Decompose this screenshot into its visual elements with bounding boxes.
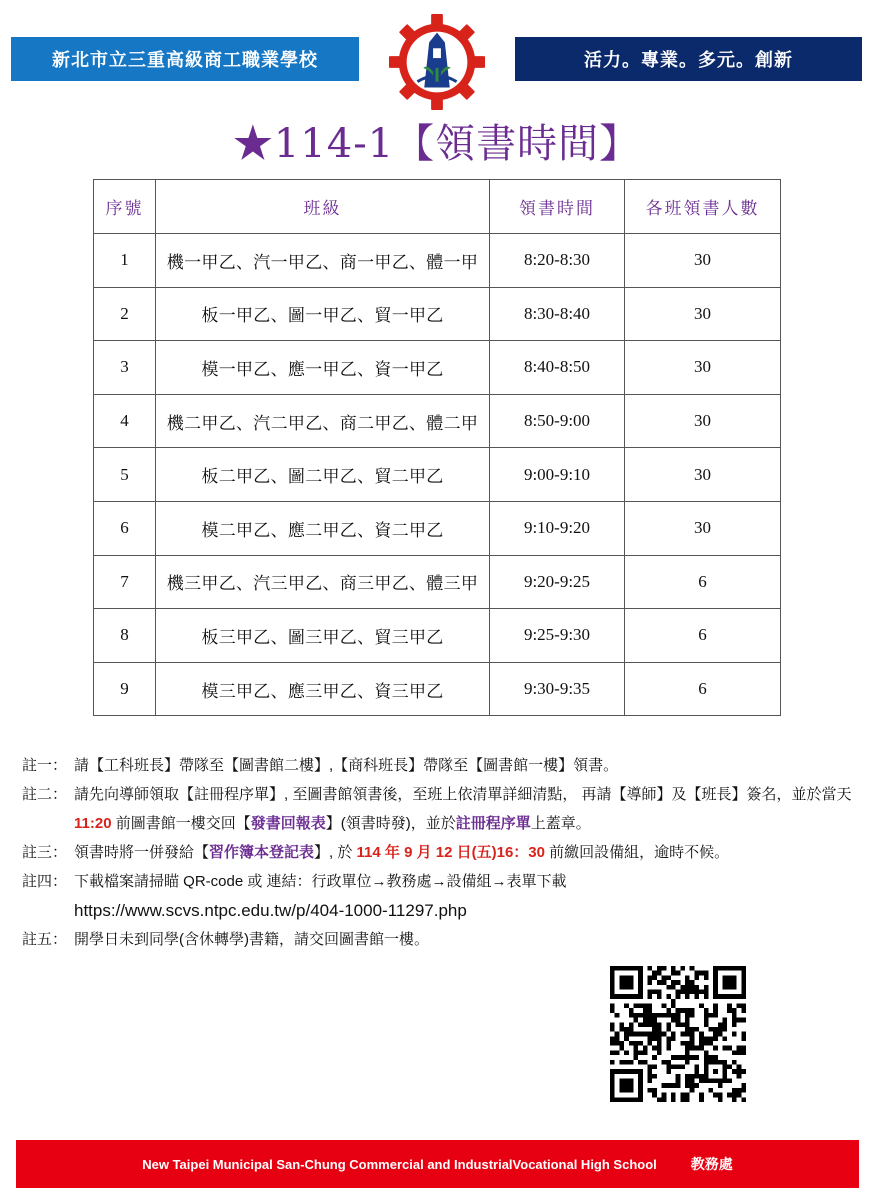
row-classes: 板二甲乙、圖二甲乙、貿二甲乙 [156,448,490,502]
footer-department: 教務處 [690,1156,733,1172]
row-time: 9:20-9:25 [490,555,625,609]
page-title: ★114-1【領書時間】 [232,121,641,167]
note-text: 前繳回設備組，逾時不候。 [544,844,730,861]
note-body [74,838,852,867]
row-classes: 模二甲乙、應二甲乙、資二甲乙 [156,501,490,555]
note-text: 開學日未到同學(含休轉學)書籍，請交回圖書館一樓。 [74,931,429,948]
note-text: 】(領書時發)，並於 [325,815,456,832]
note-text: 請先向導師領取【註冊程序單】, 至圖書館領書後，至班上依清單詳細清點， 再請【導師】及【班長】簽名，並於當天 [74,786,852,803]
row-number: 7 [94,555,156,609]
row-number: 3 [94,341,156,395]
school-name: 新北市立三重高級商工職業學校 [52,50,318,70]
header-number: 序號 [94,180,156,234]
row-number: 5 [94,448,156,502]
row-time: 8:40-8:50 [490,341,625,395]
row-count: 30 [625,234,781,288]
table-row [94,501,781,555]
qr-code[interactable] [610,966,746,1102]
note-3 [22,838,852,867]
table-row [94,448,781,502]
return-time: 11:20 [74,815,112,832]
row-count: 30 [625,501,781,555]
table-row [94,287,781,341]
row-number: 6 [94,501,156,555]
row-time: 8:30-8:40 [490,287,625,341]
row-number: 8 [94,609,156,663]
row-count: 30 [625,394,781,448]
row-time: 9:10-9:20 [490,501,625,555]
note-body [74,867,852,925]
note-label: 註三： [22,844,68,861]
row-classes: 機一甲乙、汽一甲乙、商一甲乙、體一甲 [156,234,490,288]
row-classes: 模一甲乙、應一甲乙、資一甲乙 [156,341,490,395]
row-time: 8:50-9:00 [490,394,625,448]
footer-school-name: New Taipei Municipal San-Chung Commercial and IndustrialVocational High School [142,1156,657,1172]
table-row [94,609,781,663]
note-body [74,780,852,838]
row-time: 9:25-9:30 [490,609,625,663]
row-classes: 板三甲乙、圖三甲乙、貿三甲乙 [156,609,490,663]
note-5 [22,925,852,954]
report-form-name: 發書回報表 [250,815,326,832]
book-pickup-table [93,179,781,716]
download-link[interactable]: https://www.scvs.ntpc.edu.tw/p/404-1000-11297.php [74,901,467,920]
registration-form-name: 註冊程序單 [455,815,531,832]
deadline-date: 114 年 9 月 12 日(五)16：30 [356,844,545,861]
note-label: 註五： [22,931,68,948]
note-1 [22,751,852,780]
header-count: 各班領書人數 [625,180,781,234]
note-text: 請【工科班長】帶隊至【圖書館二樓】,【商科班長】帶隊至【圖書館一樓】領書。 [74,757,619,774]
row-classes: 機二甲乙、汽二甲乙、商二甲乙、體二甲 [156,394,490,448]
table-header-row [94,180,781,234]
table-row [94,341,781,395]
table-row [94,394,781,448]
table-row [94,555,781,609]
header-class: 班級 [156,180,490,234]
row-time: 9:30-9:35 [490,662,625,716]
notes-section [22,751,852,954]
row-classes: 機三甲乙、汽三甲乙、商三甲乙、體三甲 [156,555,490,609]
school-name-banner [11,37,359,81]
note-text: 】, 於 [314,844,357,861]
row-count: 30 [625,341,781,395]
note-label: 註四： [22,873,68,890]
note-4 [22,867,852,925]
row-number: 9 [94,662,156,716]
note-label: 註二： [22,786,68,803]
table-row [94,234,781,288]
note-text: 上蓋章。 [530,815,591,832]
note-text: 下載檔案請掃瞄 QR-code 或 連結：行政單位→教務處→設備組→表單下載 [74,873,567,890]
note-label: 註一： [22,757,68,774]
row-count: 6 [625,555,781,609]
row-count: 30 [625,448,781,502]
school-logo [388,13,486,111]
motto-banner [515,37,862,81]
note-text: 領書時將一併發給【 [74,844,210,861]
row-number: 1 [94,234,156,288]
row-count: 30 [625,287,781,341]
note-text: 前圖書館一樓交回【 [111,815,251,832]
row-time: 8:20-8:30 [490,234,625,288]
row-time: 9:00-9:10 [490,448,625,502]
table-row [94,662,781,716]
row-count: 6 [625,609,781,663]
motto: 活力。專業。多元。創新 [584,50,793,70]
row-classes: 板一甲乙、圖一甲乙、貿一甲乙 [156,287,490,341]
row-number: 2 [94,287,156,341]
footer-bar [16,1140,859,1188]
note-2 [22,780,852,838]
header-time: 領書時間 [490,180,625,234]
row-number: 4 [94,394,156,448]
row-count: 6 [625,662,781,716]
row-classes: 模三甲乙、應三甲乙、資三甲乙 [156,662,490,716]
workbook-form-name: 習作簿本登記表 [209,844,315,861]
